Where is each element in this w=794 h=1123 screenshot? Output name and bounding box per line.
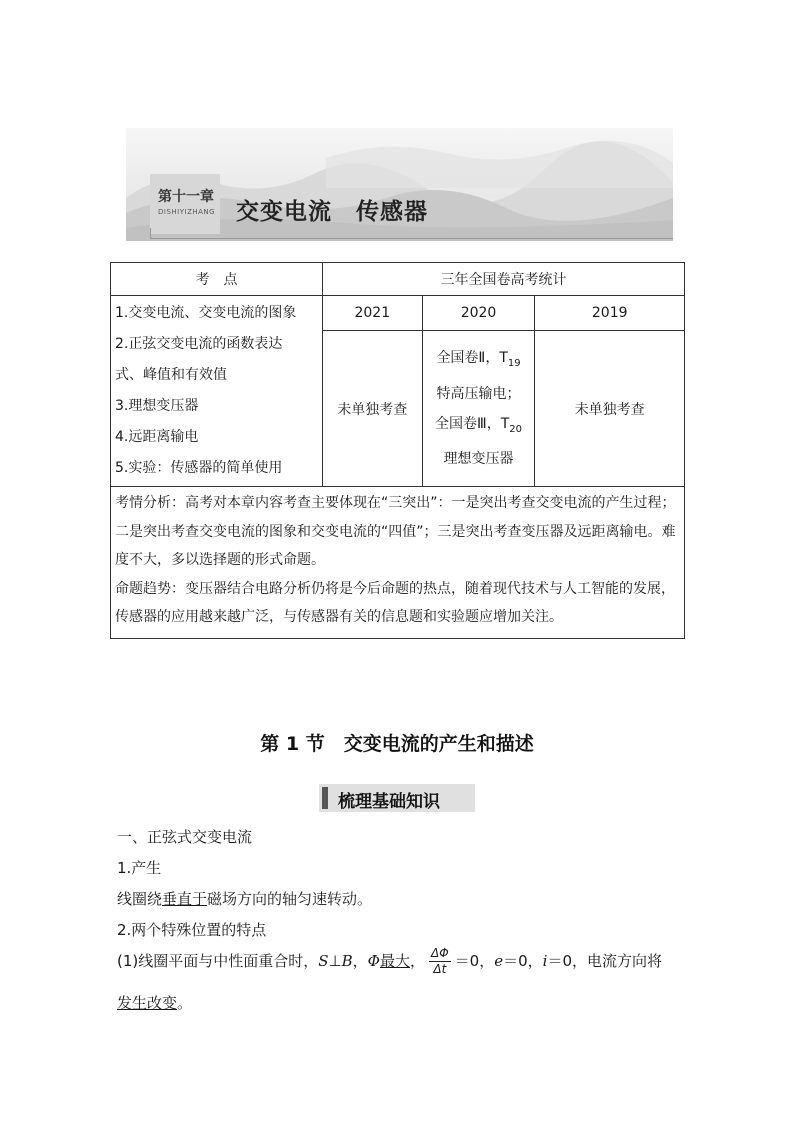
cell-2020-line3: 全国卷Ⅲ，$T_{20}$: [435, 415, 522, 435]
sub-banner-title: 梳理基础知识: [338, 792, 440, 812]
cell-2021: 未单独考查: [322, 331, 422, 487]
cell-2020-line2: 特高压输电；: [436, 385, 521, 402]
year-2021: 2021: [322, 296, 422, 331]
exam-trend: 命题趋势：变压器结合电路分析仍将是今后命题的热点，随着现代技术与人工智能的发展，传感器的应用越来越广泛，与传感器有关的信息题和实验题应增加关注。: [115, 580, 675, 625]
cell-2020: [422, 331, 535, 487]
exam-analysis: 考情分析：高考对本章内容考查主要体现在“三突出”：一是突出考查交变电流的产生过程；二是突出考查交变电流的图象和交变电流的“四值”；三是突出考查变压器及远距离输电。难度不大，多以选择题的形式命题。: [115, 495, 676, 568]
topic-item: 2.正弦交变电流的函数表达: [115, 336, 283, 352]
heading-special-positions: 2.两个特殊位置的特点: [117, 921, 267, 939]
banner-divider: [150, 238, 673, 239]
year-2020: 2020: [422, 296, 535, 331]
exam-statistics-table: [110, 262, 685, 639]
section-title: 第 1 节 交变电流的产生和描述: [260, 733, 534, 755]
paragraph-neutral-plane: (1)线圈平面与中性面重合时，S⊥B，Φ最大， $\frac{\Delta\Phi}{\Delta t}$ ＝0，e＝0，i＝0，电流方向将: [117, 946, 662, 976]
chapter-pinyin: DISHIYIZHANG: [158, 208, 216, 216]
header-stats: 三年全国卷高考统计: [322, 263, 684, 296]
topic-item: 1.交变电流、交变电流的图象: [115, 305, 297, 321]
heading-generation: 1.产生: [117, 859, 162, 877]
topic-item: 5.实验：传感器的简单使用: [115, 460, 283, 476]
flux-rate-fraction: $\frac{\Delta\Phi}{\Delta t}$: [431, 946, 449, 976]
chapter-title: 交变电流 传感器: [236, 199, 428, 225]
header-topics: 考 点: [111, 263, 323, 296]
paragraph-generation: 线圈绕垂直于磁场方向的轴匀速转动。: [117, 890, 373, 908]
paragraph-direction-change: 发生改变。: [117, 994, 193, 1012]
sub-banner-bar: [322, 787, 328, 809]
heading-sine-current: 一、正弦式交变电流: [117, 828, 253, 846]
banner-divider-vertical: [150, 228, 151, 238]
topic-item: 3.理想变压器: [115, 398, 199, 414]
analysis-cell: [111, 487, 685, 639]
year-2019: 2019: [535, 296, 685, 331]
topic-item: 式、峰值和有效值: [115, 367, 227, 383]
cell-2019: 未单独考查: [535, 331, 685, 487]
cell-2020-line4: 理想变压器: [443, 451, 514, 468]
topics-cell: [111, 296, 323, 487]
topic-item: 4.远距离输电: [115, 429, 199, 445]
chapter-label: 第十一章: [158, 189, 214, 205]
cell-2020-line1: 全国卷Ⅱ，$T_{19}$: [436, 349, 521, 369]
